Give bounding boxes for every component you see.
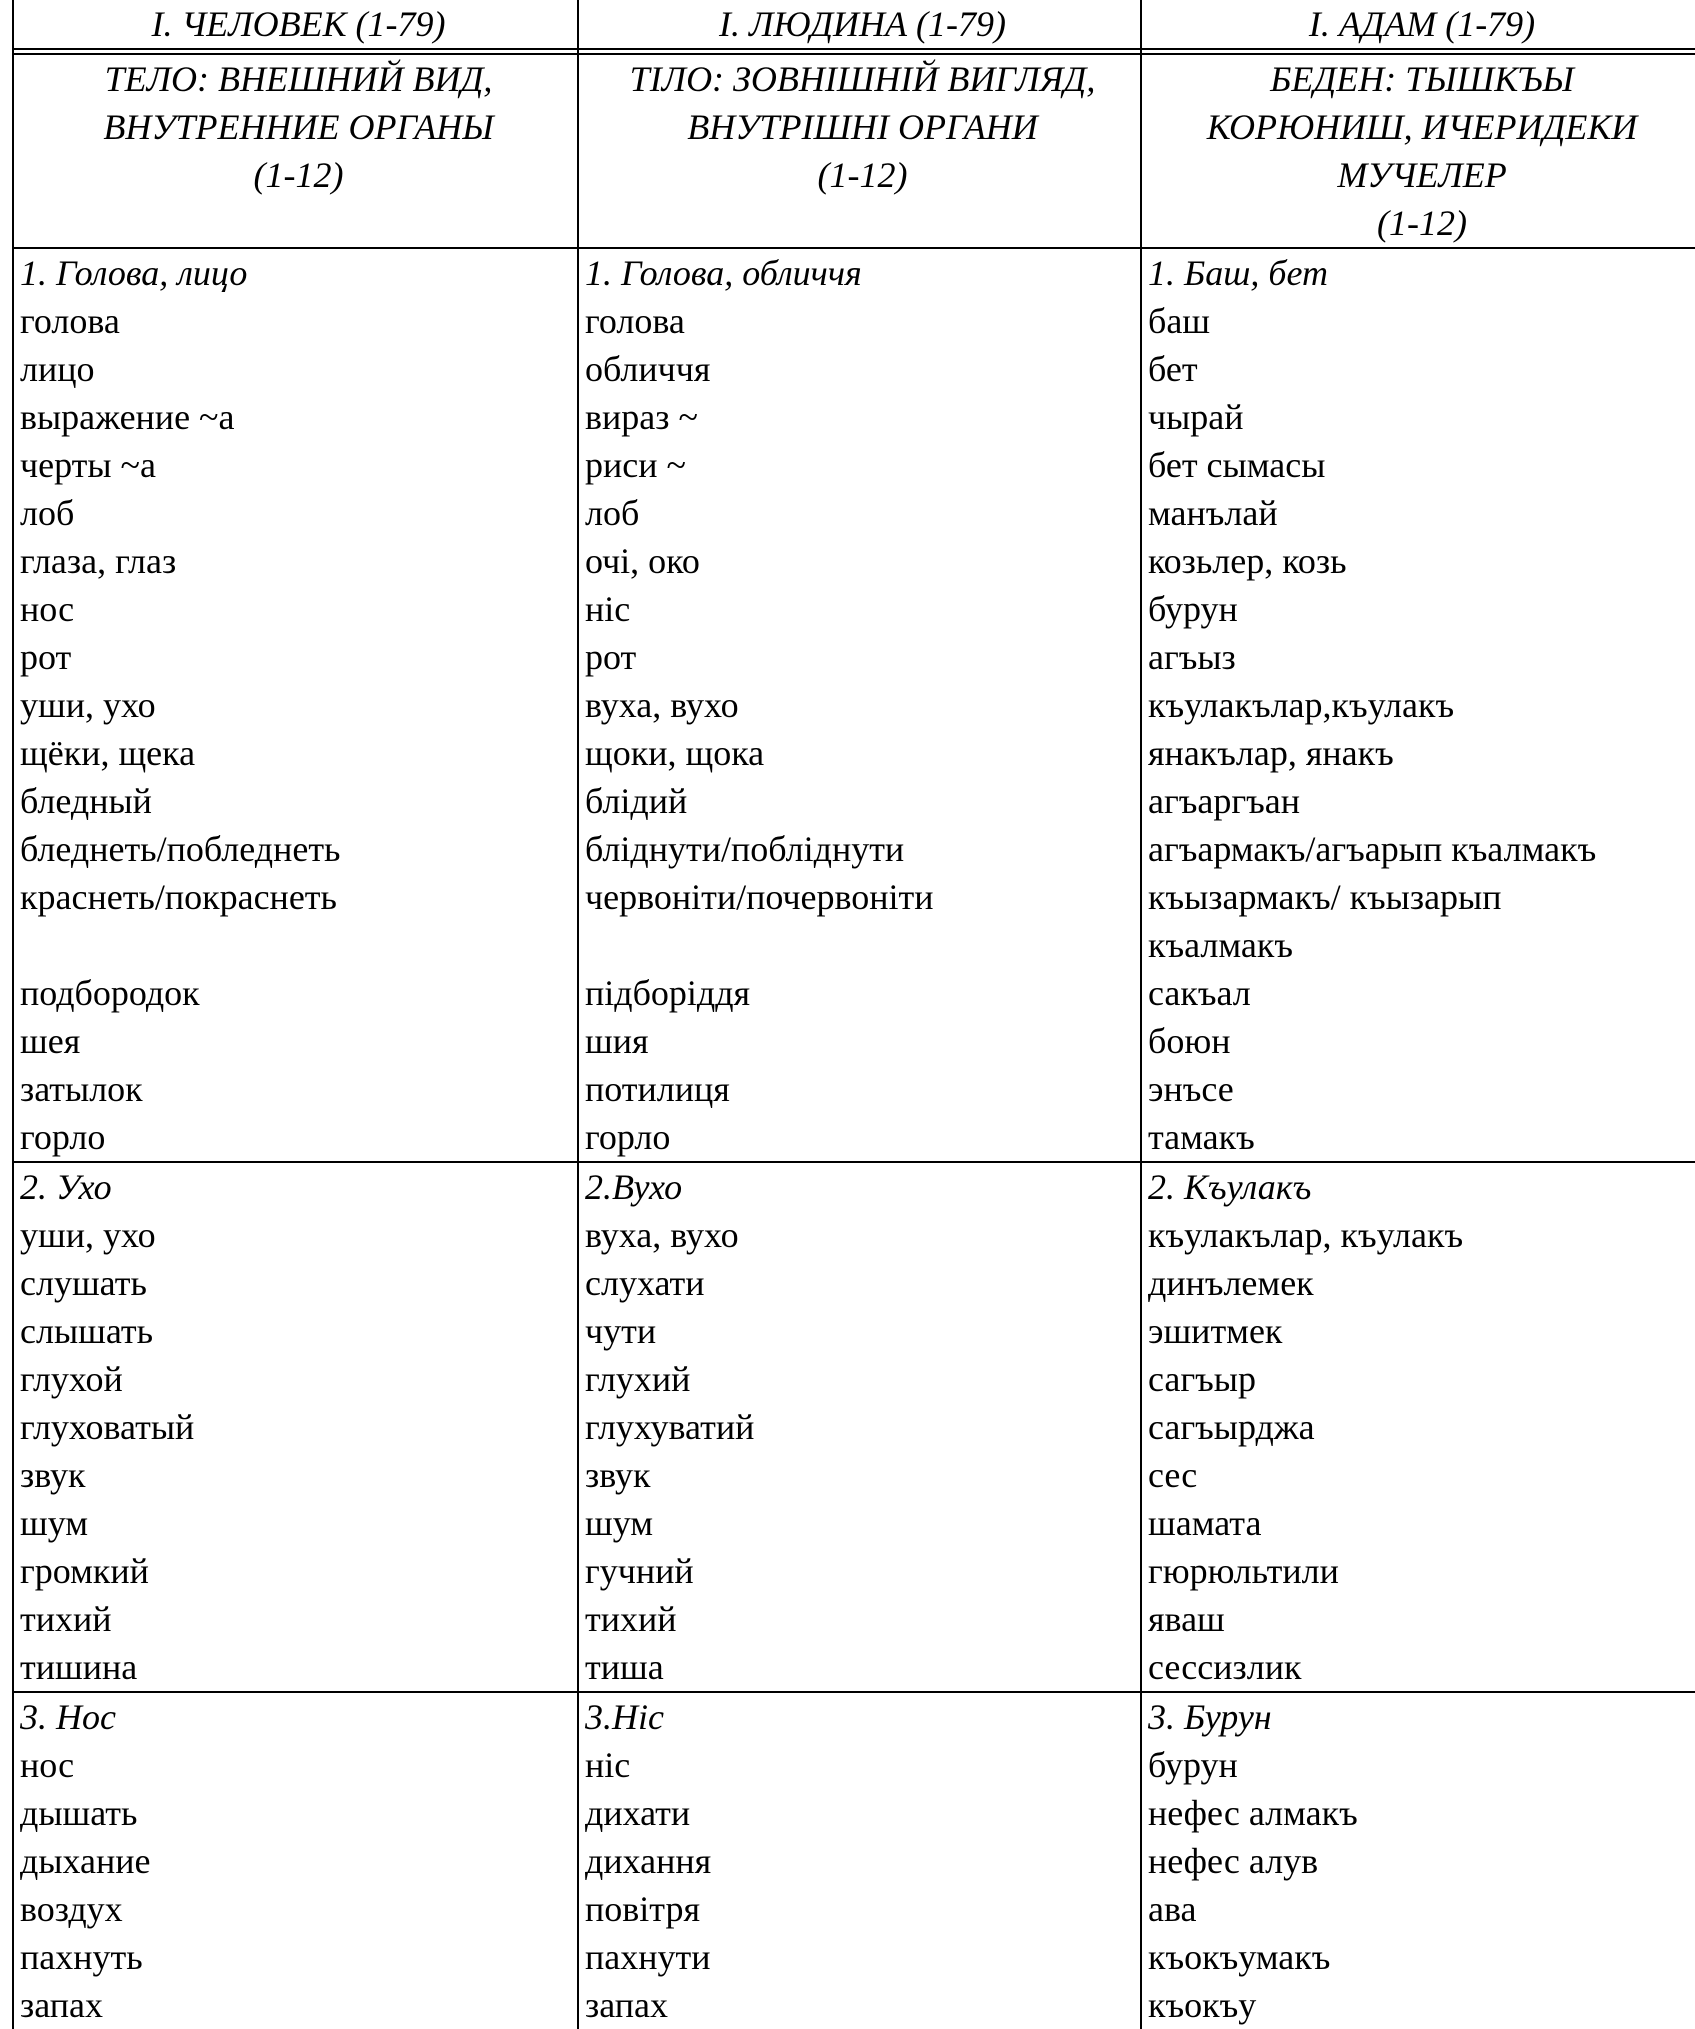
topic-title-russian: ТЕЛО: ВНЕШНИЙ ВИД, ВНУТРЕННИЕ ОРГАНЫ (1-12) (103, 59, 494, 195)
term-entry: бледнеть/побледнеть (20, 829, 341, 869)
term-entry: выражение ~а (20, 397, 235, 437)
term-entry: бет (1148, 349, 1198, 389)
term-entry: шея (20, 1021, 81, 1061)
term-entry: лицо (20, 349, 95, 389)
chapter-title-ukrainian: I. ЛЮДИНА (1-79) (719, 4, 1006, 44)
term-entry: гучний (585, 1551, 694, 1591)
term-entry: бет сымасы (1148, 445, 1326, 485)
section-heading: 3. Бурун (1148, 1697, 1272, 1737)
section-heading: 3. Нос (20, 1697, 116, 1737)
term-entry: щёки, щека (20, 733, 196, 773)
term-entry: дыхание (20, 1841, 151, 1881)
term-entry: боюн (1148, 1021, 1231, 1061)
term-entry: звук (20, 1455, 86, 1495)
section-heading: 2. Къулакъ (1148, 1167, 1312, 1207)
section-row (13, 1692, 1695, 2029)
glossary-table (12, 0, 1695, 2029)
term-entry: краснеть/покраснеть (20, 877, 337, 917)
section-heading: 1. Голова, обличчя (585, 253, 862, 293)
header-cell-crimean-tatar (1141, 0, 1695, 49)
term-entry: воздух (20, 1889, 123, 1929)
term-entry: тиша (585, 1647, 664, 1687)
term-entry: сес (1148, 1455, 1198, 1495)
term-entry: лоб (585, 493, 640, 533)
term-entry: вираз ~ (585, 397, 698, 437)
section-row (13, 248, 1695, 1162)
term-entry: чути (585, 1311, 657, 1351)
term-entry (20, 921, 577, 969)
term-entry: бурун (1148, 589, 1238, 629)
term-entry: риси ~ (585, 445, 686, 485)
term-entry: запах (20, 1985, 103, 2025)
term-entry: къызармакъ/ къызарып (1148, 877, 1502, 917)
term-entry: щоки, щока (585, 733, 765, 773)
term-entry: гюрюльтили (1148, 1551, 1339, 1591)
term-entry: агъармакъ/агъарып къалмакъ (1148, 829, 1597, 869)
term-entry: запах (585, 1985, 668, 2025)
term-entry: слухати (585, 1263, 705, 1303)
term-entry: уши, ухо (20, 685, 156, 725)
ukrainian-column-cell (578, 1692, 1141, 2029)
term-entry: шия (585, 1021, 649, 1061)
topic-cell-crimean-tatar (1141, 54, 1695, 248)
term-entry: ава (1148, 1889, 1197, 1929)
topic-cell-russian (13, 54, 578, 248)
term-entry: янакълар, янакъ (1148, 733, 1394, 773)
term-entry: вуха, вухо (585, 685, 739, 725)
term-entry: голова (20, 301, 120, 341)
term-entry: шум (585, 1503, 654, 1543)
term-entry: слушать (20, 1263, 147, 1303)
topic-title-ukrainian: ТІЛО: ЗОВНІШНІЙ ВИГЛЯД, ВНУТРІШНІ ОРГАНИ (1-12) (629, 59, 1096, 195)
header-row-topic (13, 54, 1695, 248)
term-entry: глухий (585, 1359, 691, 1399)
russian-column-cell (13, 1162, 578, 1692)
term-entry: энъсе (1148, 1069, 1234, 1109)
term-entry: обличчя (585, 349, 711, 389)
term-entry: дихання (585, 1841, 712, 1881)
term-entry: нос (20, 1745, 75, 1785)
term-entry: эшитмек (1148, 1311, 1283, 1351)
term-entry: глухой (20, 1359, 123, 1399)
term-entry: козьлер, козь (1148, 541, 1347, 581)
russian-column-cell (13, 248, 578, 1162)
term-entry: шамата (1148, 1503, 1262, 1543)
term-entry: повітря (585, 1889, 700, 1929)
term-entry: къулакълар,къулакъ (1148, 685, 1455, 725)
term-entry: ніс (585, 1745, 631, 1785)
term-entry: тамакъ (1148, 1117, 1255, 1157)
crimean-tatar-column-cell (1141, 1162, 1695, 1692)
section-heading: 1. Баш, бет (1148, 253, 1329, 293)
term-entry: глухуватий (585, 1407, 755, 1447)
term-entry: тихий (20, 1599, 112, 1639)
term-entry: глаза, глаз (20, 541, 177, 581)
term-entry: пахнути (585, 1937, 711, 1977)
term-entry: глуховатый (20, 1407, 195, 1447)
term-entry: нос (20, 589, 75, 629)
term-entry: сакъал (1148, 973, 1251, 1013)
term-entry: къокъу (1148, 1985, 1257, 2025)
term-entry: ніс (585, 589, 631, 629)
header-row-chapter (13, 0, 1695, 49)
term-entry: сагъырджа (1148, 1407, 1315, 1447)
section-heading: 1. Голова, лицо (20, 253, 248, 293)
term-entry: шум (20, 1503, 89, 1543)
term-entry: бурун (1148, 1745, 1238, 1785)
chapter-title-russian: I. ЧЕЛОВЕК (1-79) (151, 4, 446, 44)
term-entry: дышать (20, 1793, 138, 1833)
term-entry: очі, око (585, 541, 700, 581)
term-entry: рот (20, 637, 72, 677)
term-entry (585, 921, 1140, 969)
section-heading: 2.Вухо (585, 1167, 683, 1207)
header-cell-ukrainian (578, 0, 1141, 49)
term-entry: потилиця (585, 1069, 730, 1109)
term-entry: сагъыр (1148, 1359, 1256, 1399)
term-entry: нефес алув (1148, 1841, 1319, 1881)
term-entry: бліднути/побліднути (585, 829, 905, 869)
section-row (13, 1162, 1695, 1692)
topic-title-crimean-tatar: БЕДЕН: ТЫШКЪЫ КОРЮНИШ, ИЧЕРИДЕКИ МУЧЕЛЕР (1-12) (1206, 59, 1638, 243)
term-entry: пахнуть (20, 1937, 143, 1977)
section-heading: 3.Ніс (585, 1697, 664, 1737)
chapter-title-crimean-tatar: I. АДАМ (1-79) (1308, 4, 1536, 44)
term-entry: блідий (585, 781, 688, 821)
term-entry: тихий (585, 1599, 677, 1639)
term-entry: слышать (20, 1311, 154, 1351)
term-entry: вуха, вухо (585, 1215, 739, 1255)
term-entry: къулакълар, къулакъ (1148, 1215, 1464, 1255)
term-entry: чырай (1148, 397, 1244, 437)
header-cell-russian (13, 0, 578, 49)
ukrainian-column-cell (578, 1162, 1141, 1692)
term-entry: червоніти/почервоніти (585, 877, 934, 917)
term-entry: яваш (1148, 1599, 1225, 1639)
term-entry: манълай (1148, 493, 1278, 533)
term-entry: голова (585, 301, 685, 341)
crimean-tatar-column-cell (1141, 1692, 1695, 2029)
topic-cell-ukrainian (578, 54, 1141, 248)
term-entry: дихати (585, 1793, 691, 1833)
term-entry: горло (20, 1117, 106, 1157)
term-entry: къокъумакъ (1148, 1937, 1331, 1977)
term-entry: підборіддя (585, 973, 751, 1013)
term-entry: къалмакъ (1148, 925, 1293, 965)
term-entry: черты ~а (20, 445, 156, 485)
term-entry: рот (585, 637, 637, 677)
term-entry: динълемек (1148, 1263, 1314, 1303)
section-heading: 2. Ухо (20, 1167, 112, 1207)
term-entry: баш (1148, 301, 1211, 341)
term-entry: нефес алмакъ (1148, 1793, 1358, 1833)
term-entry: лоб (20, 493, 75, 533)
term-entry: звук (585, 1455, 651, 1495)
ukrainian-column-cell (578, 248, 1141, 1162)
term-entry: подбородок (20, 973, 200, 1013)
term-entry: агъаргъан (1148, 781, 1300, 821)
crimean-tatar-column-cell (1141, 248, 1695, 1162)
term-entry: бледный (20, 781, 152, 821)
term-entry: горло (585, 1117, 671, 1157)
term-entry: агъыз (1148, 637, 1236, 677)
term-entry: тишина (20, 1647, 138, 1687)
term-entry: уши, ухо (20, 1215, 156, 1255)
russian-column-cell (13, 1692, 578, 2029)
term-entry: сессизлик (1148, 1647, 1302, 1687)
term-entry: громкий (20, 1551, 149, 1591)
term-entry: затылок (20, 1069, 143, 1109)
